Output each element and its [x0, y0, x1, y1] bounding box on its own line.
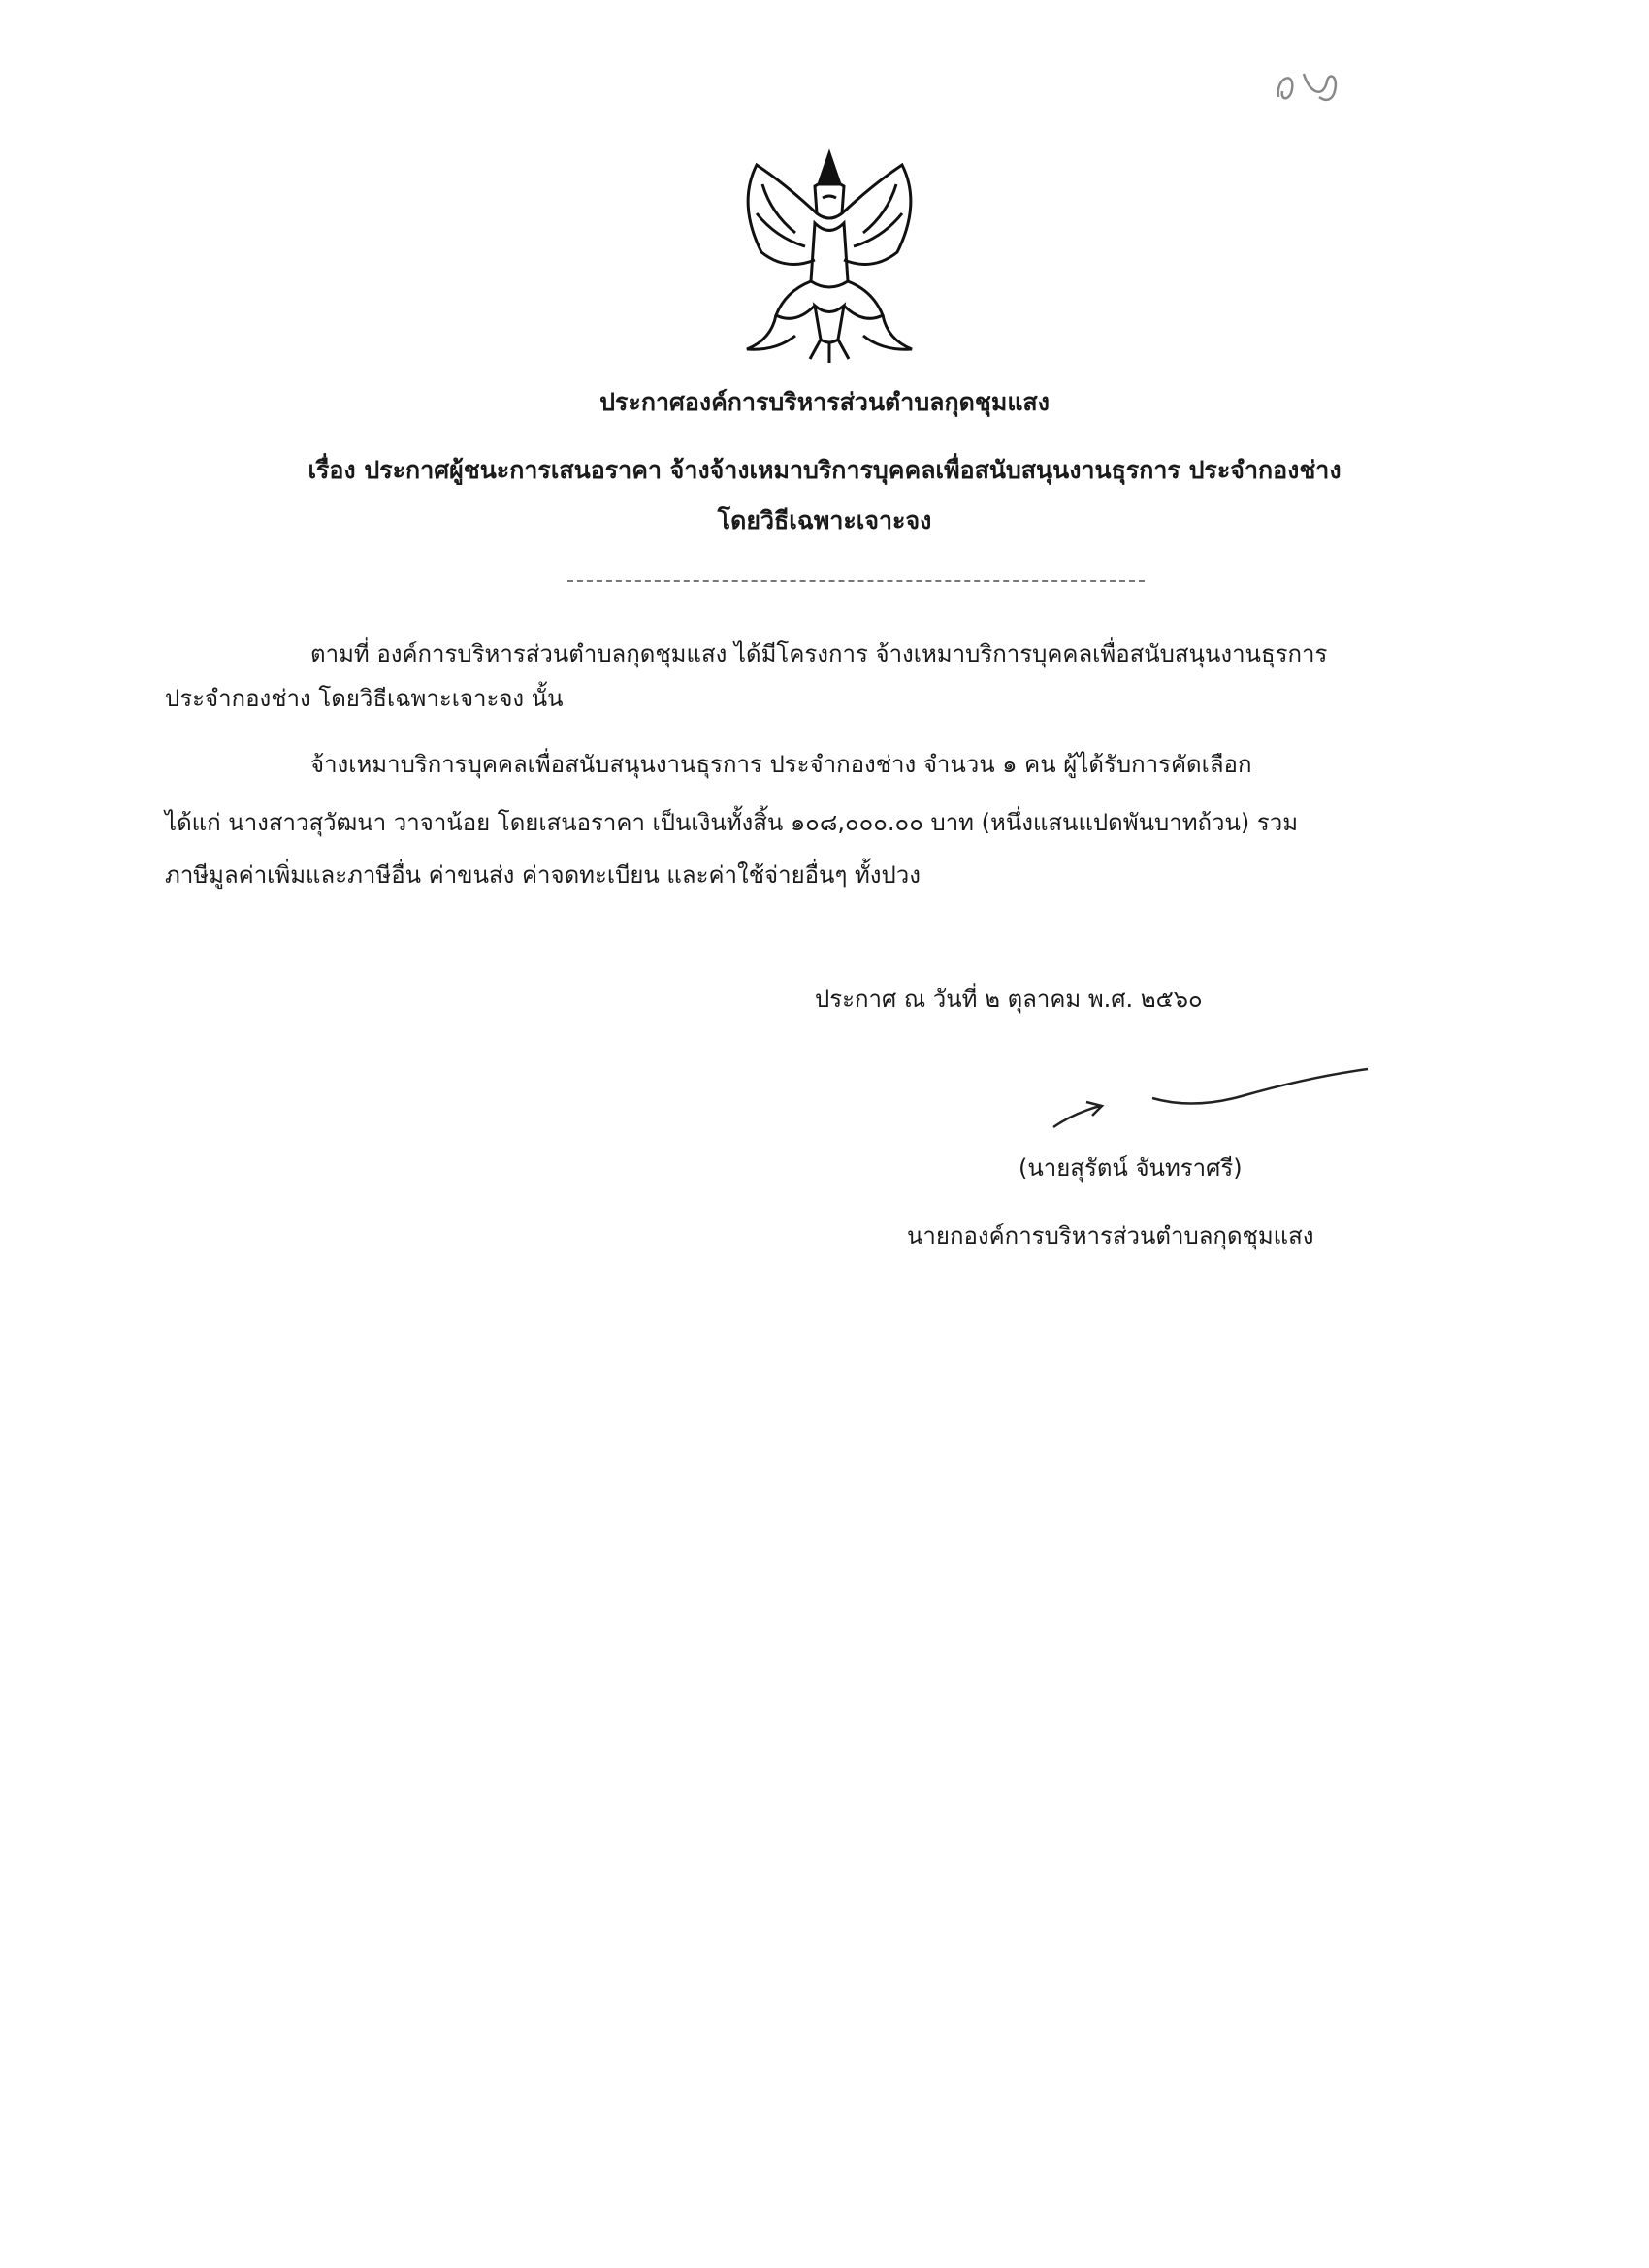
- announcement-method: โดยวิธีเฉพาะเจาะจง: [717, 506, 932, 535]
- signatory-position: นายกองค์การบริหารส่วนตำบลกุดชุมแสง: [907, 1222, 1314, 1249]
- body-paragraph-2-line-3: ภาษีมูลค่าเพิ่มและภาษีอื่น ค่าขนส่ง ค่าจดทะเบียน และค่าใช้จ่ายอื่นๆ ทั้งปวง: [165, 861, 921, 889]
- body-paragraph-2-line-2: ได้แก่ นางสาวสุวัฒนา วาจาน้อย โดยเสนอราคา เป็นเงินทั้งสิ้น ๑๐๘,๐๐๐.๐๐ บาท (หนึ่งแสนแปดพันบาทถ้วน) รวม: [165, 809, 1299, 836]
- announcement-subject: เรื่อง ประกาศผู้ชนะการเสนอราคา จ้างจ้างเหมาบริการบุคคลเพื่อสนับสนุนงานธุรการ ประจำกองช่าง: [307, 456, 1342, 484]
- body-paragraph-2-line-1: จ้างเหมาบริการบุคคลเพื่อสนับสนุนงานธุรการ ประจำกองช่าง จำนวน ๑ คน ผู้ได้รับการคัดเลือก: [310, 751, 1252, 778]
- handwritten-signature: [1048, 1057, 1377, 1135]
- body-paragraph-1-line-2: ประจำกองช่าง โดยวิธีเฉพาะเจาะจง นั้น: [165, 685, 564, 712]
- handwritten-page-number: [1271, 58, 1348, 116]
- announcement-date: ประกาศ ณ วันที่ ๒ ตุลาคม พ.ศ. ๒๕๖๐: [815, 986, 1203, 1013]
- signatory-name: (นายสุรัตน์ จันทราศรี): [1018, 1154, 1243, 1182]
- garuda-emblem: [718, 146, 941, 369]
- body-paragraph-1-line-1: ตามที่ องค์การบริหารส่วนตำบลกุดชุมแสง ได้มีโครงการ จ้างเหมาบริการบุคคลเพื่อสนับสนุนงานธุรการ: [310, 640, 1328, 667]
- dashed-divider: [567, 580, 1145, 582]
- announcement-title: ประกาศองค์การบริหารส่วนตำบลกุดชุมแสง: [599, 388, 1050, 416]
